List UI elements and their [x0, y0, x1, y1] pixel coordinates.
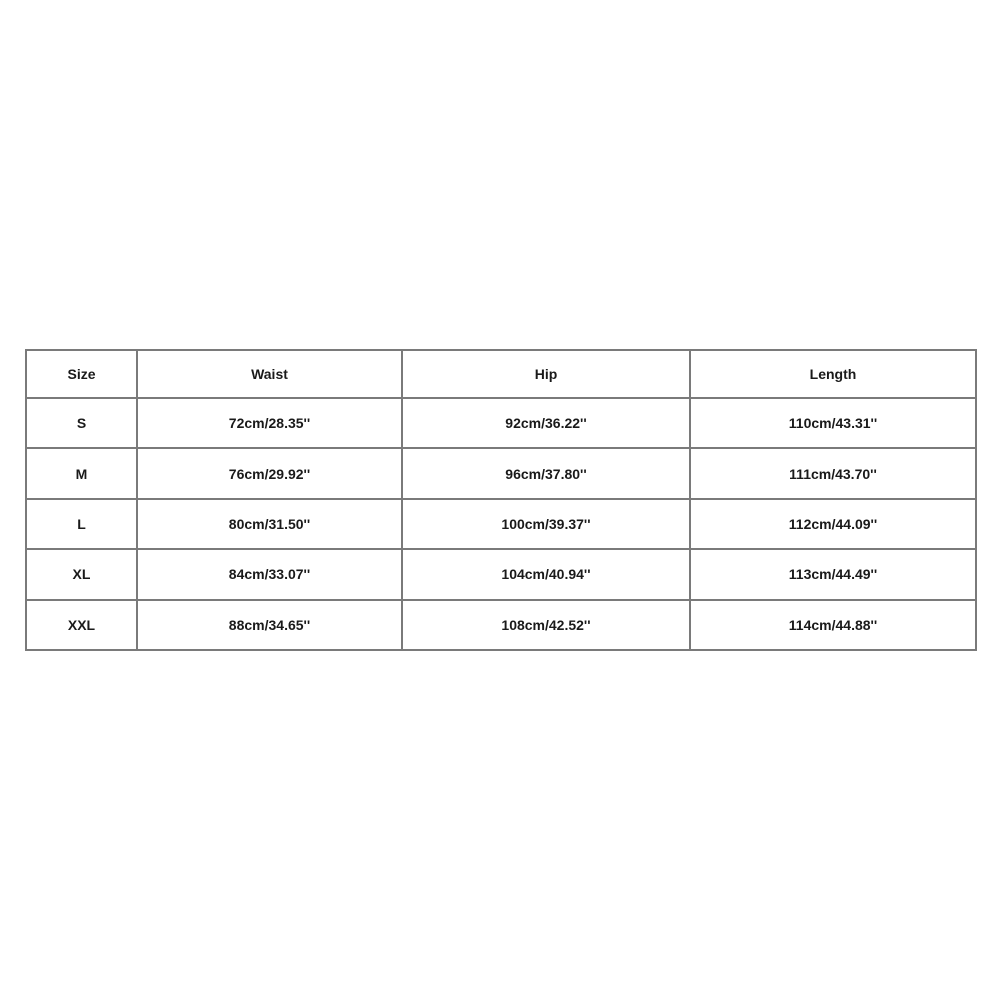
cell-hip: 104cm/40.94'' [402, 549, 690, 599]
table-row [26, 398, 976, 448]
cell-hip: 92cm/36.22'' [402, 398, 690, 448]
header-size: Size [26, 350, 137, 398]
cell-hip: 108cm/42.52'' [402, 600, 690, 650]
cell-waist: 80cm/31.50'' [137, 499, 402, 549]
cell-waist: 88cm/34.65'' [137, 600, 402, 650]
cell-size: XXL [26, 600, 137, 650]
table-row [26, 549, 976, 599]
header-waist: Waist [137, 350, 402, 398]
cell-length: 113cm/44.49'' [690, 549, 976, 599]
cell-hip: 96cm/37.80'' [402, 448, 690, 498]
table-body [26, 398, 976, 650]
cell-size: L [26, 499, 137, 549]
header-length: Length [690, 350, 976, 398]
table-row [26, 600, 976, 650]
cell-size: M [26, 448, 137, 498]
cell-length: 110cm/43.31'' [690, 398, 976, 448]
cell-size: S [26, 398, 137, 448]
cell-waist: 84cm/33.07'' [137, 549, 402, 599]
cell-length: 114cm/44.88'' [690, 600, 976, 650]
cell-length: 112cm/44.09'' [690, 499, 976, 549]
header-row [26, 350, 976, 398]
cell-size: XL [26, 549, 137, 599]
table-row [26, 499, 976, 549]
cell-waist: 76cm/29.92'' [137, 448, 402, 498]
cell-length: 111cm/43.70'' [690, 448, 976, 498]
cell-hip: 100cm/39.37'' [402, 499, 690, 549]
table-header [26, 350, 976, 398]
table-row [26, 448, 976, 498]
cell-waist: 72cm/28.35'' [137, 398, 402, 448]
header-hip: Hip [402, 350, 690, 398]
size-chart-table [25, 349, 977, 651]
